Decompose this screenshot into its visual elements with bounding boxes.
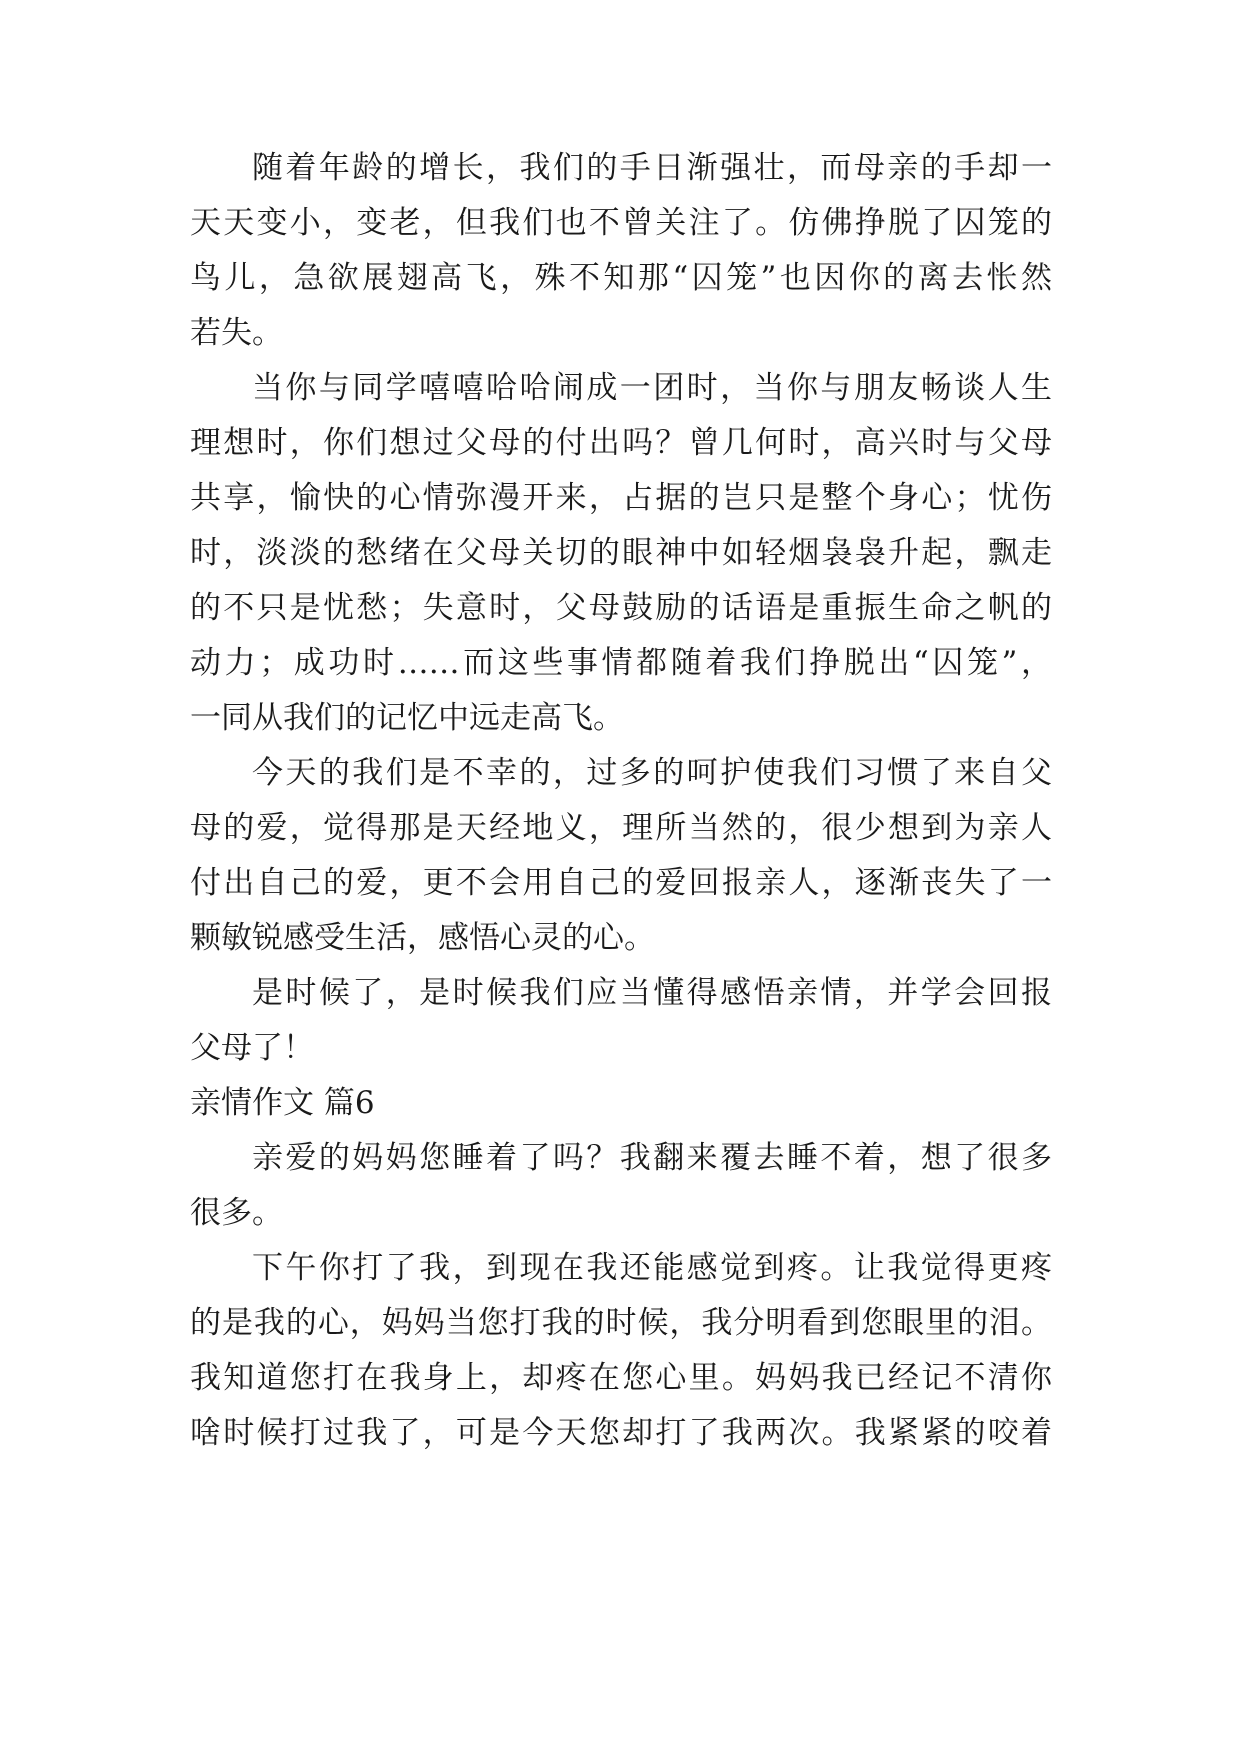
paragraph-4-line-1: 是时候了，是时候我们应当懂得感悟亲情，并学会回报 <box>252 975 1052 1011</box>
paragraph-2-line-2: 理想时，你们想过父母的付出吗？曾几何时，高兴时与父母 <box>190 425 1052 461</box>
paragraph-2-line-4: 时，淡淡的愁绪在父母关切的眼神中如轻烟袅袅升起，飘走 <box>190 535 1052 571</box>
paragraph-1-line-1: 随着年龄的增长，我们的手日渐强壮，而母亲的手却一 <box>252 150 1052 186</box>
paragraph-6-line-3: 我知道您打在我身上，却疼在您心里。妈妈我已经记不清你 <box>190 1360 1052 1396</box>
paragraph-1-line-3: 鸟儿，急欲展翅高飞，殊不知那“囚笼”也因你的离去怅然 <box>190 260 1052 296</box>
paragraph-3-line-3: 付出自己的爱，更不会用自己的爱回报亲人，逐渐丧失了一 <box>190 865 1052 901</box>
paragraph-3-line-4: 颗敏锐感受生活，感悟心灵的心。 <box>190 920 655 956</box>
paragraph-6-line-2: 的是我的心，妈妈当您打我的时候，我分明看到您眼里的泪。 <box>190 1305 1052 1341</box>
paragraph-5-line-1: 亲爱的妈妈您睡着了吗？我翻来覆去睡不着，想了很多 <box>252 1140 1052 1176</box>
paragraph-2-line-6: 动力；成功时……而这些事情都随着我们挣脱出“囚笼”， <box>190 645 1052 681</box>
paragraph-2-line-7: 一同从我们的记忆中远走高飞。 <box>190 700 624 736</box>
paragraph-1-line-4: 若失。 <box>190 315 283 351</box>
section-heading: 亲情作文 篇6 <box>190 1085 375 1121</box>
paragraph-2-line-3: 共享，愉快的心情弥漫开来，占据的岂只是整个身心；忧伤 <box>190 480 1052 516</box>
paragraph-3-line-1: 今天的我们是不幸的，过多的呵护使我们习惯了来自父 <box>252 755 1052 791</box>
paragraph-1-line-2: 天天变小，变老，但我们也不曾关注了。仿佛挣脱了囚笼的 <box>190 205 1052 241</box>
paragraph-6-line-4: 啥时候打过我了，可是今天您却打了我两次。我紧紧的咬着 <box>190 1415 1052 1451</box>
paragraph-2-line-5: 的不只是忧愁；失意时，父母鼓励的话语是重振生命之帆的 <box>190 590 1052 626</box>
paragraph-5-line-2: 很多。 <box>190 1195 283 1231</box>
paragraph-4-line-2: 父母了！ <box>190 1030 314 1066</box>
paragraph-3-line-2: 母的爱，觉得那是天经地义，理所当然的，很少想到为亲人 <box>190 810 1052 846</box>
paragraph-6-line-1: 下午你打了我，到现在我还能感觉到疼。让我觉得更疼 <box>252 1250 1052 1286</box>
paragraph-2-line-1: 当你与同学嘻嘻哈哈闹成一团时，当你与朋友畅谈人生 <box>252 370 1052 406</box>
